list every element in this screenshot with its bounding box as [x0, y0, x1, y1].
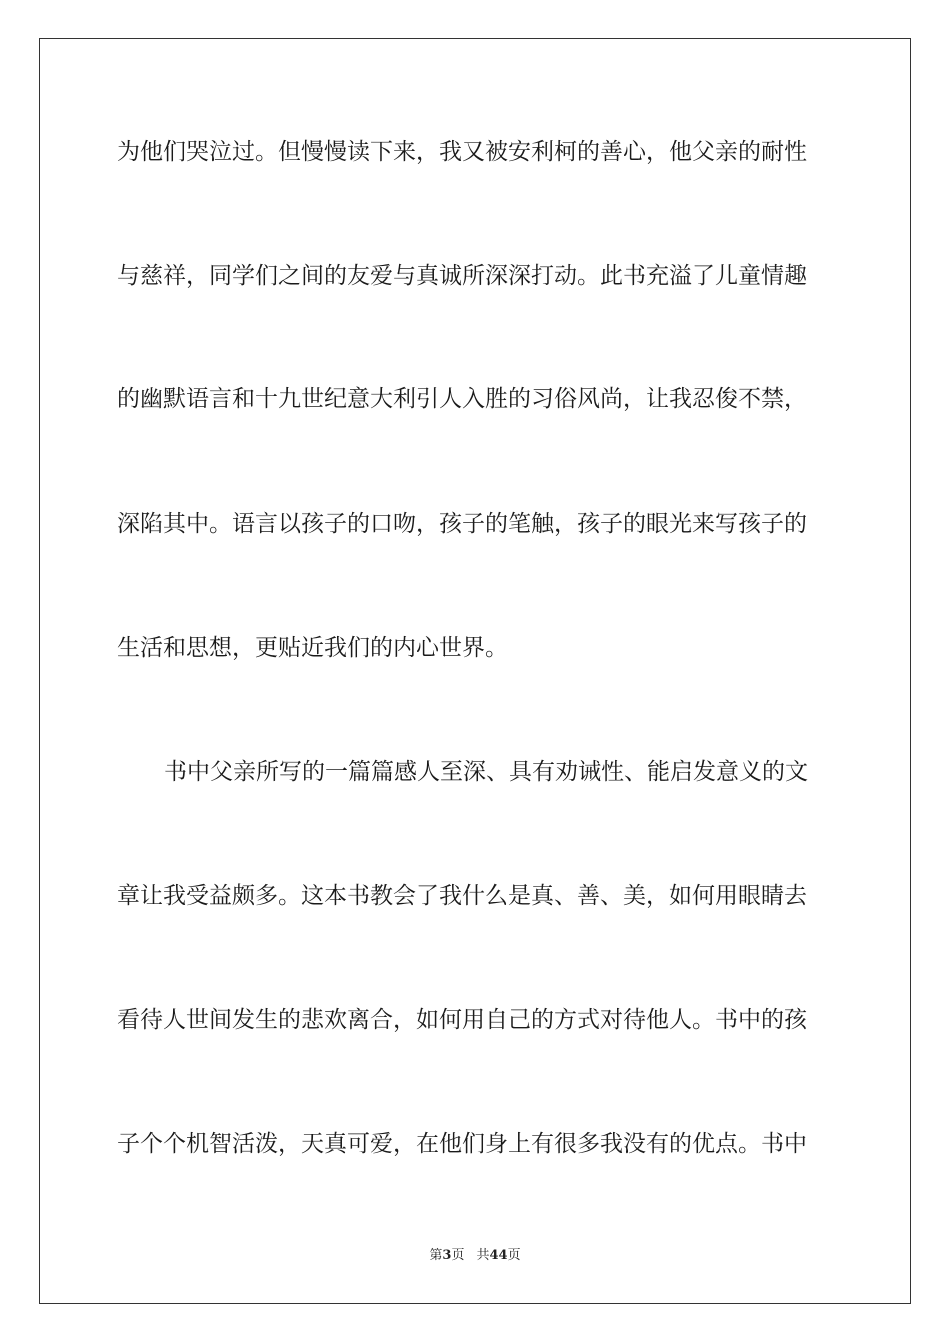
page-number: 3 [442, 1248, 452, 1263]
paragraph-first-line: 书中父亲所写的一篇篇感人至深、具有劝诫性、能启发意义的文 [164, 759, 808, 785]
page-footer [0, 1247, 950, 1265]
page-border [39, 38, 911, 1304]
text-line: 的幽默语言和十九世纪意大利引人入胜的习俗风尚，让我忍俊不禁， [117, 386, 807, 412]
total-pages: 44 [489, 1248, 508, 1263]
text-line: 子个个机智活泼，天真可爱，在他们身上有很多我没有的优点。书中 [117, 1131, 807, 1157]
text-line: 生活和思想，更贴近我们的内心世界。 [117, 635, 508, 661]
page-prefix: 第 [429, 1248, 443, 1263]
text-line: 为他们哭泣过。但慢慢读下来，我又被安利柯的善心，他父亲的耐性 [117, 139, 807, 165]
total-prefix: 共 [476, 1248, 490, 1263]
text-line: 看待人世间发生的悲欢离合，如何用自己的方式对待他人。书中的孩 [117, 1007, 807, 1033]
total-suffix: 页 [507, 1248, 521, 1263]
text-line: 深陷其中。语言以孩子的口吻，孩子的笔触，孩子的眼光来写孩子的 [117, 511, 807, 537]
text-line: 与慈祥，同学们之间的友爱与真诚所深深打动。此书充溢了儿童情趣 [117, 263, 807, 289]
page-suffix: 页 [451, 1248, 465, 1263]
text-line: 章让我受益颇多。这本书教会了我什么是真、善、美，如何用眼睛去 [117, 883, 807, 909]
